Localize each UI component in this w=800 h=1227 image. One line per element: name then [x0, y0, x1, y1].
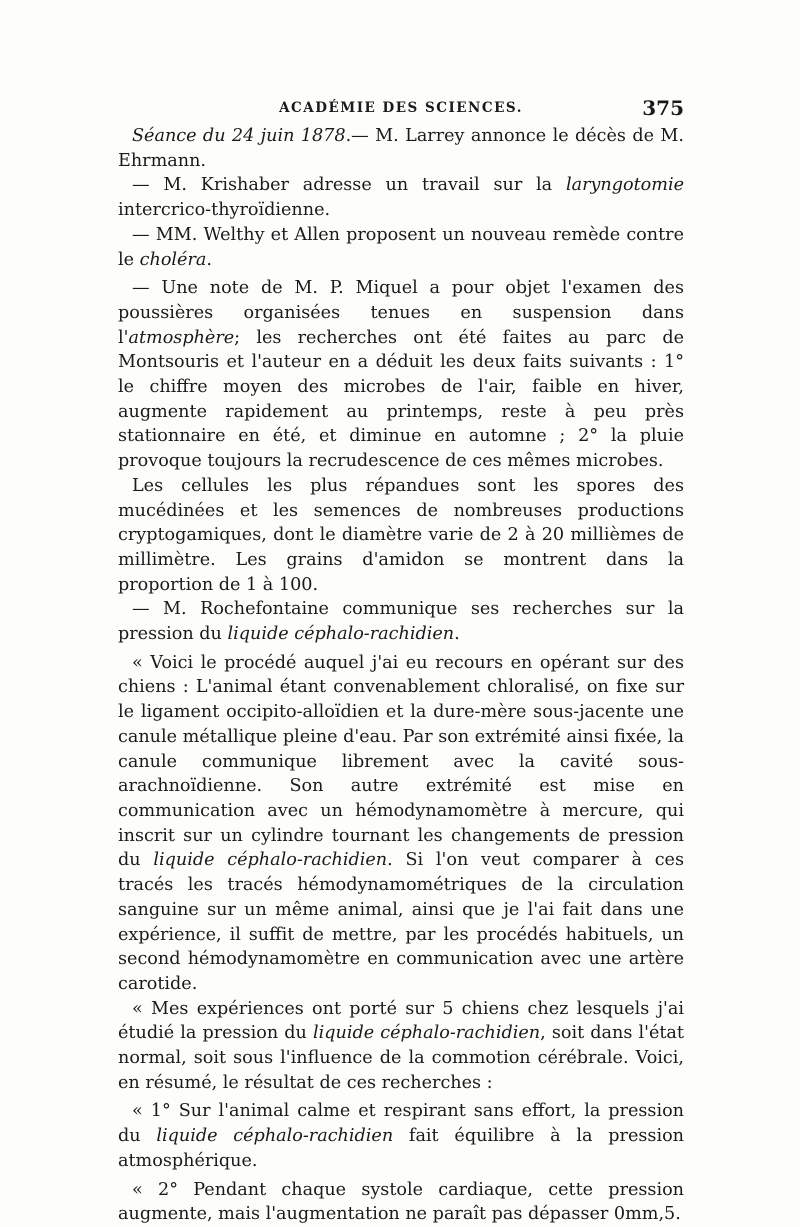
text-run: fait équilibre à la pression atmosphérique.: [118, 1126, 684, 1171]
text-run: intercrico-thyroïdienne.: [118, 200, 331, 221]
paragraph: [118, 173, 684, 222]
paragraph: [118, 223, 684, 272]
italic-text: laryngotomie: [565, 175, 684, 196]
italic-text: liquide céphalo-rachidien: [227, 624, 455, 645]
text-run: « 2° Pendant chaque systole cardiaque, cette pression augmente, mais l'augmentation ne paraît pas dépasser 0mm,5.: [118, 1179, 684, 1225]
text-run: Les cellules les plus répandues sont les spores des mucédinées et les semences de nombreuses productions cryptogamiques, dont le diamètre varie de 2 à 20 millièmes de millimètre. Les grains d'amidon se montrent dans la proportion de 1 à 100.: [118, 475, 684, 595]
paragraph: [118, 124, 684, 173]
text-run: . Si l'on veut comparer à ces tracés les tracés hémodynamométriques de la circulation sanguine sur un même animal, ainsi que je l'ai fait dans une expérience, il suffit de mettre, par les procédés habituels, un second hémodynamomètre en communication avec une artère carotide.: [118, 850, 684, 994]
text-run: .: [206, 249, 212, 270]
italic-text: liquide céphalo-rachidien: [153, 850, 388, 871]
text-run: — MM. Welthy et Allen proposent un nouveau remède contre le: [118, 224, 684, 270]
paragraph: [118, 474, 684, 598]
body-text: [118, 124, 684, 1227]
text-run: « Mes expériences ont porté sur 5 chiens chez lesquels j'ai étudié la pression du: [118, 998, 684, 1044]
text-run: .— M. Larrey annonce le décès de M. Ehrmann.: [118, 126, 685, 171]
paragraph: [118, 1099, 684, 1173]
paragraph: [118, 597, 684, 646]
text-run: — Une note de M. P. Miquel a pour objet l'examen des poussières organisées tenues en suspension dans l': [118, 278, 684, 348]
italic-text: liquide céphalo-rachidien: [156, 1126, 394, 1147]
italic-text: choléra: [139, 249, 207, 270]
text-run: .: [454, 624, 460, 645]
running-header: [118, 96, 684, 122]
text-run: — M. Krishaber adresse un travail sur la: [132, 175, 566, 196]
paragraph: [118, 997, 684, 1096]
running-title: ACADÉMIE DES SCIENCES.: [279, 100, 523, 116]
text-run: , soit dans l'état normal, soit sous l'influence de la commotion cérébrale. Voici, en résumé, le résultat de ces recherches :: [118, 1023, 684, 1093]
page-number: 375: [642, 96, 684, 120]
paragraph: [118, 276, 684, 474]
italic-text: atmosphère: [128, 327, 235, 348]
text-run: « Voici le procédé auquel j'ai eu recours en opérant sur des chiens : L'animal étant convenablement chloralisé, on fixe sur le ligament occipito-alloïdien et la dure-mère sous-jacente une canule métallique pleine d'eau. Par son extrémité ainsi fixée, la canule communique librement avec la cavité sous-arachnoïdienne. Son autre extrémité est mise en communication avec un hémodynamomètre à mercure, qui inscrit sur un cylindre tournant les changements de pression du: [118, 652, 684, 871]
text-run: ; les recherches ont été faites au parc de Montsouris et l'auteur en a déduit les deux faits suivants : 1° le chiffre moyen des microbes de l'air, faible en hiver, augmente rapidement au printemps, reste à peu près stationnaire en été, et diminue en automne ; 2° la pluie provoque toujours la recrudescence de ces mêmes microbes.: [118, 327, 684, 472]
italic-text: liquide céphalo-rachidien: [312, 1023, 541, 1044]
text-run: — M. Rochefontaine communique ses recherches sur la pression du: [118, 599, 684, 645]
italic-text: Séance du 24 juin 1878: [132, 126, 346, 146]
paragraph: [118, 651, 684, 997]
paragraph: [118, 1178, 684, 1227]
text-run: « 1° Sur l'animal calme et respirant sans effort, la pression du: [118, 1101, 684, 1147]
